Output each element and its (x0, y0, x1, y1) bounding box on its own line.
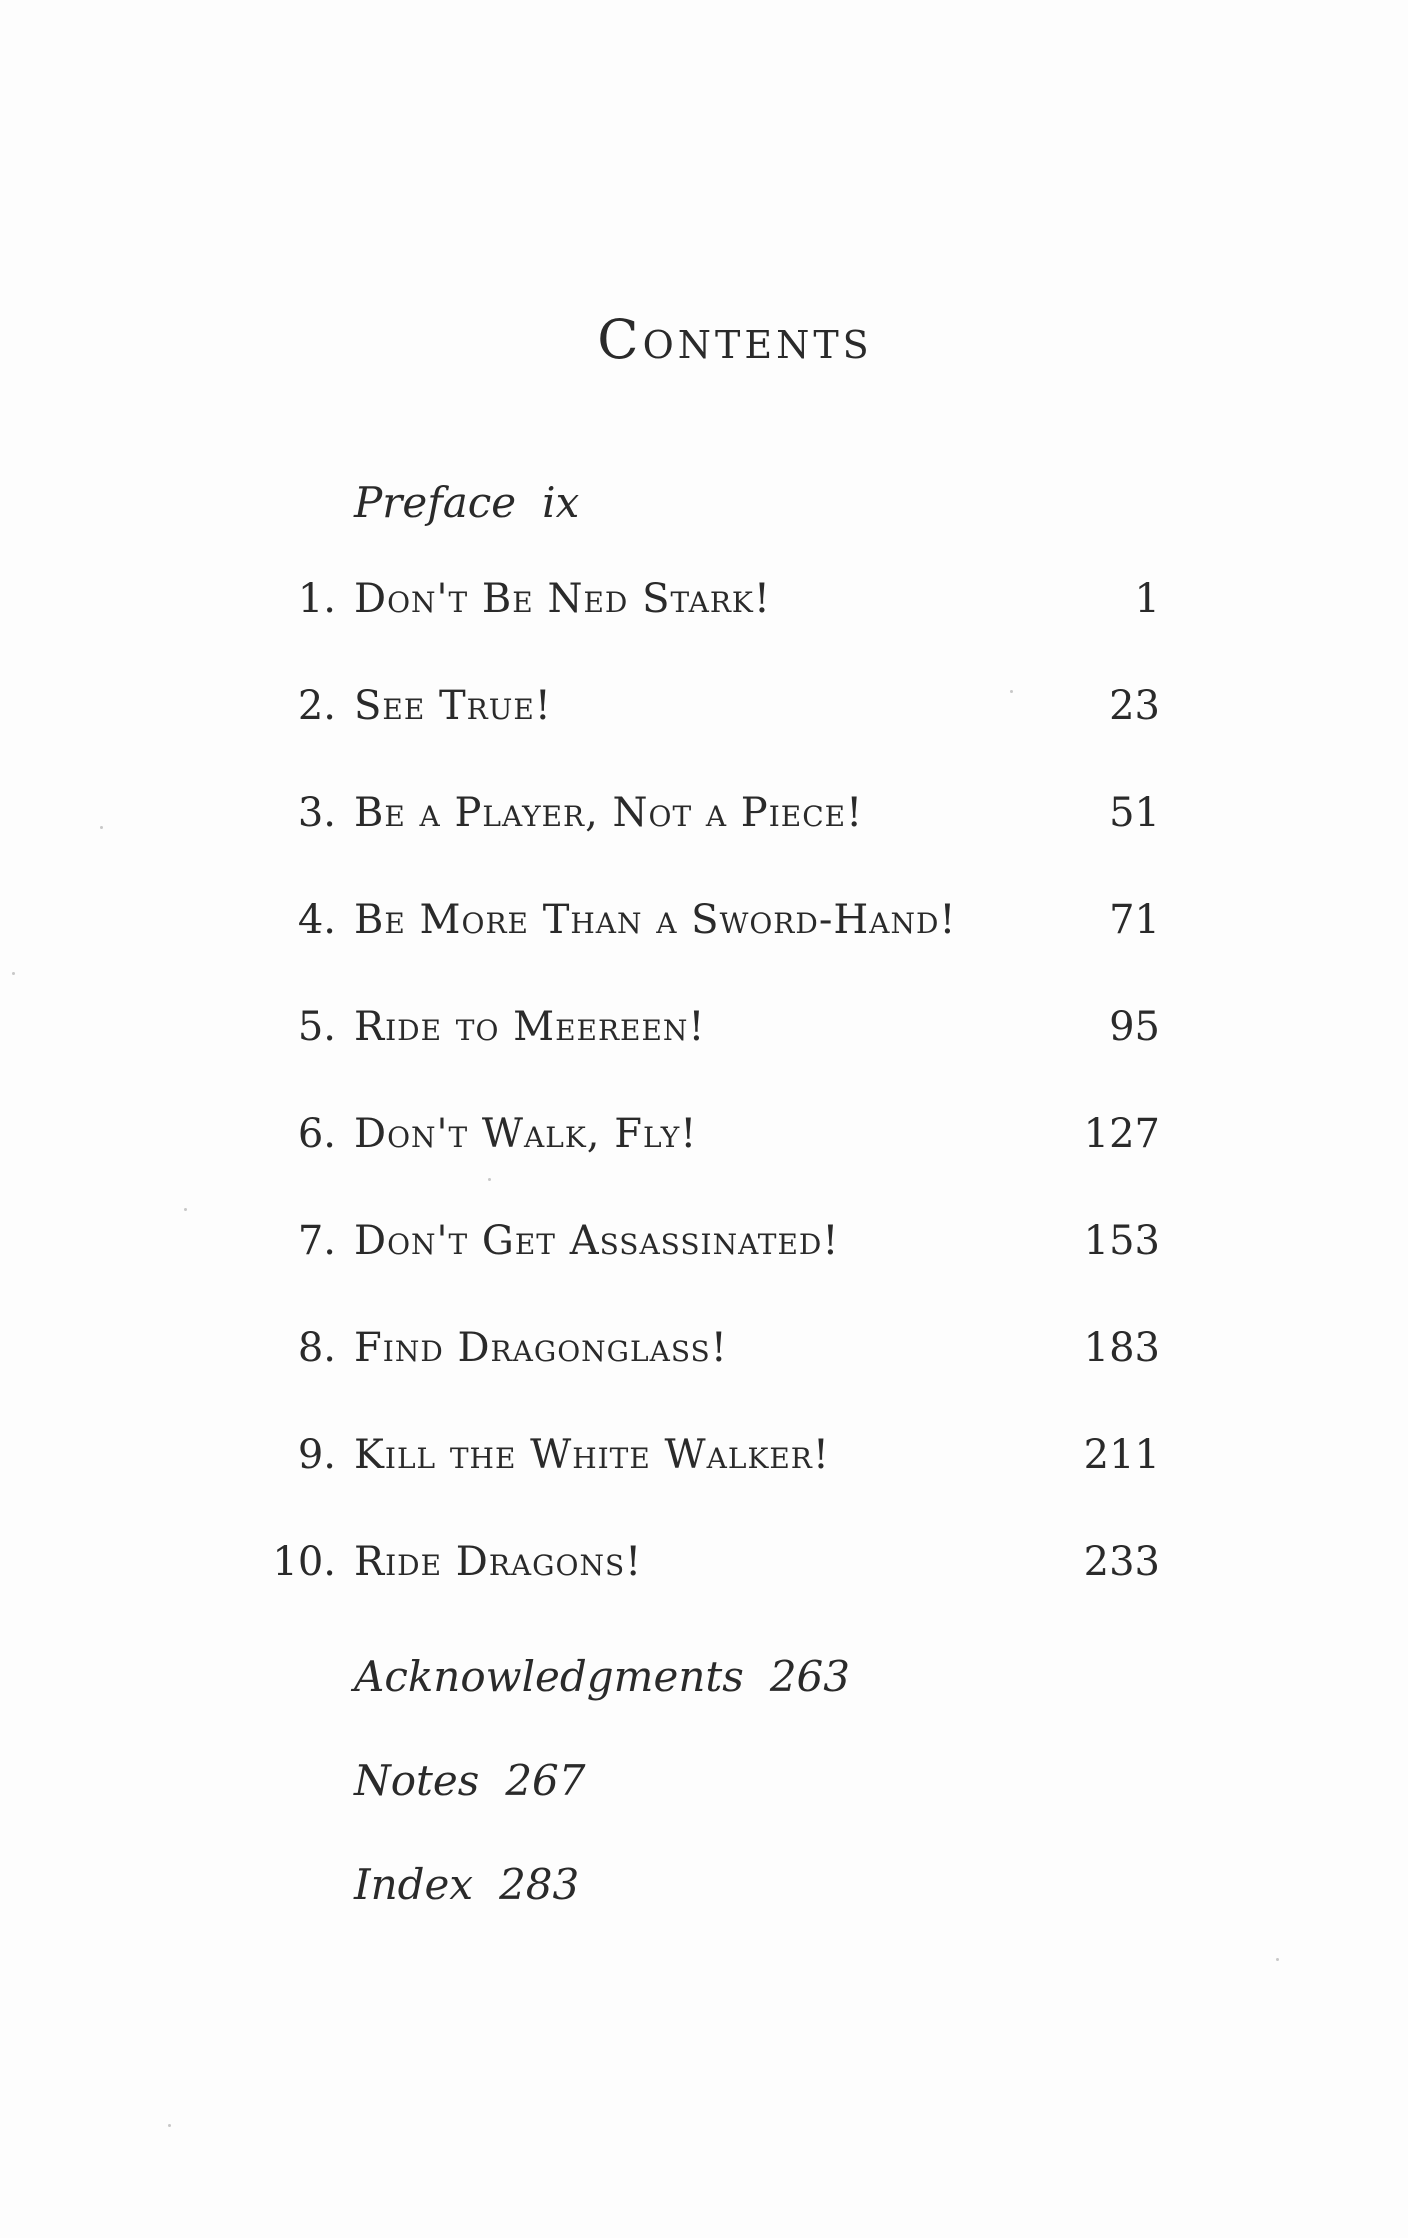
toc-preface (354, 478, 579, 527)
chapter-number: 10. (272, 1539, 336, 1585)
scan-speck (488, 1178, 491, 1181)
chapter-number: 3. (297, 790, 336, 836)
chapter-page: 127 (1083, 1111, 1160, 1157)
back-matter-page: 283 (499, 1860, 580, 1909)
chapter-page: 23 (1109, 683, 1160, 729)
chapter-title: Find Dragonglass! (354, 1325, 728, 1371)
scan-speck (100, 826, 103, 829)
chapter-title: Ride to Meereen! (354, 1004, 706, 1050)
scan-speck (184, 1208, 187, 1211)
toc-chapter-7 (0, 1218, 1408, 1278)
toc-chapter-9 (0, 1432, 1408, 1492)
chapter-number: 6. (297, 1111, 336, 1157)
chapter-number: 7. (297, 1218, 336, 1264)
back-matter-label: Notes (354, 1756, 480, 1805)
scan-speck (168, 2124, 171, 2127)
chapter-page: 153 (1083, 1218, 1160, 1264)
scan-speck (12, 972, 15, 975)
page-title: Contents (597, 308, 873, 371)
chapter-page: 1 (1134, 576, 1160, 622)
scan-speck (1010, 690, 1013, 693)
back-matter-page: 267 (505, 1756, 586, 1805)
toc-notes (354, 1756, 586, 1805)
back-matter-page: 263 (769, 1652, 850, 1701)
toc-chapter-3 (0, 790, 1408, 850)
chapter-title: See True! (354, 683, 552, 729)
chapter-title: Be More Than a Sword-Hand! (354, 897, 957, 943)
chapter-number: 2. (297, 683, 336, 729)
chapter-page: 95 (1109, 1004, 1160, 1050)
preface-label: Preface (354, 478, 517, 527)
toc-chapter-6 (0, 1111, 1408, 1171)
chapter-title: Be a Player, Not a Piece! (354, 790, 864, 836)
toc-chapter-2 (0, 683, 1408, 743)
toc-chapter-4 (0, 897, 1408, 957)
chapter-number: 5. (297, 1004, 336, 1050)
chapter-title: Ride Dragons! (354, 1539, 643, 1585)
chapter-title: Kill the White Walker! (354, 1432, 830, 1478)
toc-index (354, 1860, 579, 1909)
back-matter-label: Acknowledgments (354, 1652, 744, 1701)
preface-page: ix (542, 478, 580, 527)
chapter-page: 71 (1109, 897, 1160, 943)
scan-speck (1276, 1958, 1279, 1961)
chapter-number: 9. (297, 1432, 336, 1478)
chapter-page: 51 (1109, 790, 1160, 836)
toc-chapter-5 (0, 1004, 1408, 1064)
chapter-page: 233 (1083, 1539, 1160, 1585)
back-matter-label: Index (354, 1860, 474, 1909)
chapter-page: 183 (1083, 1325, 1160, 1371)
chapter-number: 8. (297, 1325, 336, 1371)
chapter-number: 4. (297, 897, 336, 943)
toc-chapter-1 (0, 576, 1408, 636)
toc-chapter-8 (0, 1325, 1408, 1385)
chapter-title: Don't Get Assassinated! (354, 1218, 840, 1264)
chapter-title: Don't Walk, Fly! (354, 1111, 698, 1157)
chapter-title: Don't Be Ned Stark! (354, 576, 771, 622)
toc-acknowledgments (354, 1652, 850, 1701)
toc-chapter-10 (0, 1539, 1408, 1599)
chapter-number: 1. (297, 576, 336, 622)
chapter-page: 211 (1083, 1432, 1160, 1478)
